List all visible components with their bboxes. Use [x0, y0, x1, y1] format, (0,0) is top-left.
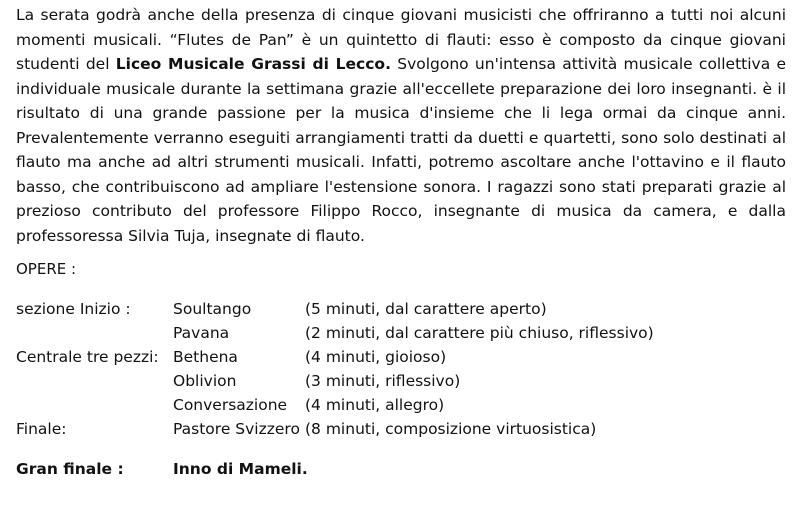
intro-paragraph	[16, 3, 786, 248]
gran-finale-piece: Inno di Mameli.	[173, 460, 308, 478]
paragraph-line: Prevalentemente verranno eseguiti arrangiamenti tratti da duetti e quartetti, sono solo destinati al	[16, 128, 786, 147]
program-piece: Oblivion	[173, 372, 237, 390]
program-piece: Soultango	[173, 300, 252, 318]
program-desc: (8 minuti, composizione virtuosistica)	[305, 420, 597, 438]
paragraph-text: studenti del	[16, 55, 116, 73]
program-section: sezione Inizio :	[16, 300, 131, 318]
program-section: Centrale tre pezzi:	[16, 348, 159, 366]
paragraph-line: flauto ma anche ad altri strumenti musicali. Infatti, potremo ascoltare anche l'ottavino e il flauto	[16, 153, 786, 171]
program-piece: Conversazione	[173, 396, 288, 414]
paragraph-line	[16, 52, 786, 77]
paragraph-line: La serata godrà anche della presenza di cinque giovani musicisti che offriranno a tutti noi alcuni	[16, 6, 786, 24]
paragraph-text: Svolgono un'intensa attività musicale collettiva e	[390, 55, 786, 73]
paragraph-line: momenti musicali. “Flutes de Pan” è un quintetto di flauti: esso è composto da cinque giovani	[16, 30, 786, 49]
program-piece: Pastore Svizzero	[173, 420, 300, 438]
paragraph-line: professoressa Silvia Tuja, insegnate di flauto.	[16, 226, 365, 245]
opere-heading: OPERE :	[16, 260, 77, 278]
paragraph-line: risultato di una grande passione per la musica d'insieme che li lega ormai da cinque anni.	[16, 104, 786, 122]
program-piece: Pavana	[173, 324, 230, 342]
paragraph-line: basso, che contribuiscono ad ampliare l'estensione sonora. I ragazzi sono stati preparati grazie al	[16, 177, 786, 196]
gran-finale-label: Gran finale :	[16, 460, 124, 478]
program-piece: Bethena	[173, 348, 238, 366]
paragraph-line: prezioso contributo del professore Filippo Rocco, insegnante di musica da camera, e dalla	[16, 202, 786, 220]
program-desc: (4 minuti, gioioso)	[305, 348, 447, 366]
program-desc: (2 minuti, dal carattere più chiuso, riflessivo)	[305, 324, 654, 342]
program-desc: (5 minuti, dal carattere aperto)	[305, 300, 547, 318]
program-desc: (4 minuti, allegro)	[305, 396, 445, 414]
program-desc: (3 minuti, riflessivo)	[305, 372, 461, 390]
paragraph-line: individuale musicale durante la settimana grazie all'eccellete preparazione dei loro insegnanti. è il	[16, 79, 786, 98]
school-name: Liceo Musicale Grassi di Lecco.	[115, 55, 391, 73]
program-section: Finale:	[16, 420, 67, 438]
